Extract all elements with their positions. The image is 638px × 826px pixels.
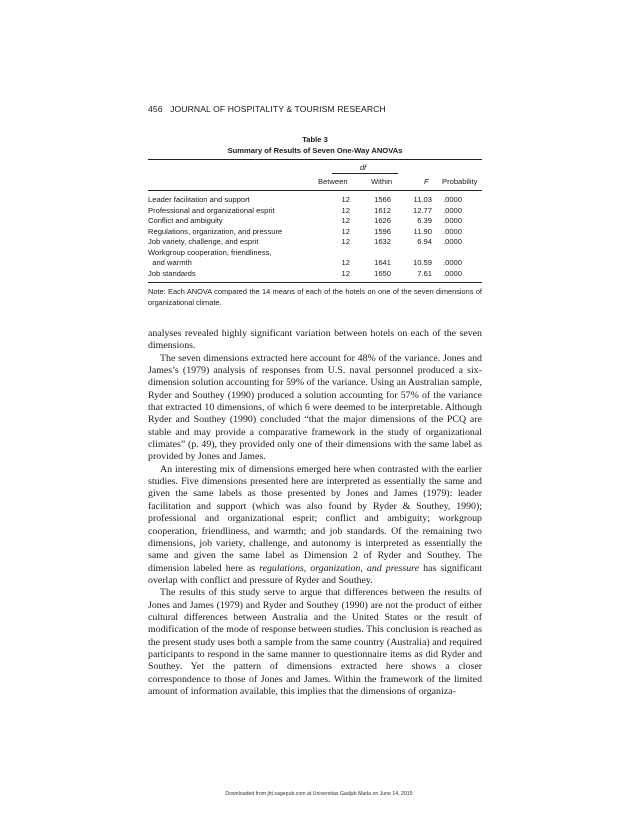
- cell-within: 1650: [374, 268, 391, 278]
- cell-f: 6.39: [417, 216, 432, 225]
- row-label: Leader facilitation and support: [148, 195, 250, 204]
- cell-between: 12: [341, 205, 350, 215]
- table-row: [148, 227, 482, 238]
- paragraph-text: has significant overlap with conflict and pressure of Ryder and Southey.: [148, 562, 483, 586]
- row-label: Job standards: [148, 268, 196, 278]
- cell-within: 1626: [374, 216, 391, 225]
- paragraph: The results of this study serve to argue that differences between the results of Jones and James (1979) and Ryder and Southey (1990) are not the product of either cultural differences between Australia and the United States or the result of modification of the mode of response between studies. This conclusion is reached as the present study uses both a sample from the same country (Australia) and required participants to respond in the same manner to questionnaire items as did Ryder and Southey. Yet the pattern of dimensions extracted here shows a closer correspondence to those of Jones and James. Within the framework of the limited amount of information available, this implies that the dimensions of organiza-: [148, 587, 482, 697]
- paragraph-text: An interesting mix of dimensions emerged here when contrasted with the earlier studies. Five dimensions presented here are interpreted as essentially the same and given the same labels as those presented by Jones and James (1979): leader facilitation and support (which was also found by Ryder & Southey, 1990); professional and organizational esprit; conflict and ambiguity; workgroup cooperation, friendliness, and warmth; and job standards. Of the remaining two dimensions, job variety, challenge, and autonomy is interpreted as essentially the same and given the same label as Dimension 2 of Ryder and Southey. The dimension labeled here as: [148, 463, 482, 574]
- table-row: [148, 248, 482, 259]
- cell-f: 7.61: [417, 268, 432, 278]
- df-header: [148, 160, 482, 174]
- cell-probability: .0000: [443, 268, 463, 278]
- cell-f: 11.90: [413, 226, 432, 236]
- table-row: [148, 258, 482, 269]
- footer-suffix: at Universitas Gadjah Mada on June 14, 2015: [305, 791, 413, 797]
- table-row: [148, 195, 482, 206]
- table-row: [148, 237, 482, 248]
- cell-between: 12: [341, 226, 350, 236]
- cell-between: 12: [341, 237, 350, 246]
- download-footer: [0, 791, 638, 797]
- journal-title: JOURNAL OF HOSPITALITY & TOURISM RESEARCH: [170, 104, 386, 114]
- col-between: Between: [318, 177, 348, 186]
- cell-probability: .0000: [443, 205, 463, 215]
- cell-probability: .0000: [443, 237, 463, 246]
- table-bottom-rule: [148, 282, 482, 283]
- col-probability: Probability: [442, 177, 478, 186]
- cell-probability: .0000: [443, 216, 463, 225]
- cell-within: 1596: [374, 226, 391, 236]
- footer-prefix: Downloaded from: [225, 791, 268, 797]
- paragraph: analyses revealed highly significant variation between hotels on each of the seven dimensions.: [148, 328, 482, 352]
- table-row: [148, 216, 482, 227]
- table-title: Summary of Results of Seven One-Way ANOVAs: [227, 146, 403, 155]
- row-label: and warmth: [148, 258, 192, 267]
- row-label: Regulations, organization, and pressure: [148, 226, 283, 236]
- cell-between: 12: [341, 258, 350, 267]
- cell-within: 1566: [374, 195, 391, 204]
- row-label: Conflict and ambiguity: [148, 216, 223, 225]
- table-row: [148, 269, 482, 280]
- row-label: Professional and organizational esprit: [148, 205, 275, 215]
- running-header: [148, 104, 386, 114]
- cell-between: 12: [341, 216, 350, 225]
- table-body: [148, 191, 482, 282]
- anova-table: [148, 134, 482, 308]
- cell-f: 11.03: [413, 195, 432, 204]
- cell-within: 1632: [374, 237, 391, 246]
- column-headers: [148, 174, 482, 190]
- cell-f: 6.94: [417, 237, 432, 246]
- cell-between: 12: [341, 268, 350, 278]
- footer-link[interactable]: jht.sagepub.com: [267, 791, 306, 797]
- cell-within: 1612: [374, 205, 391, 215]
- cell-between: 12: [341, 195, 350, 204]
- row-label: Job variety, challenge, and esprit: [148, 237, 259, 246]
- cell-f: 10.59: [412, 258, 432, 267]
- paragraph: The seven dimensions extracted here account for 48% of the variance. Jones and James’s (1979) analysis of responses from U.S. naval personnel produced a six-dimension solution accounting for 59% of the variance. Using an Australian sample, Ryder and Southey (1990) produced a solution accounting for 57% of the variance that extracted 10 dimensions, of which 6 were deemed to be interpretable. Although Ryder and Southey (1990) concluded “that the major dimensions of the PCQ are stable and may provide a comparative framework in the study of organizational climates” (p. 49), they provided only one of their dimensions with the same label as provided by Jones and James.: [148, 352, 482, 463]
- paragraph: [148, 464, 482, 587]
- cell-f: 12.77: [412, 205, 432, 215]
- col-within: Within: [371, 177, 393, 186]
- cell-probability: .0000: [443, 258, 463, 267]
- page-number: 456: [148, 104, 163, 114]
- table-row: [148, 206, 482, 217]
- table-note: Note: Each ANOVA compared the 14 means of each of the hotels on one of the seven dimensions of organizational climate.: [148, 287, 482, 307]
- df-label: df: [359, 163, 367, 172]
- col-f: F: [424, 177, 429, 186]
- table-number: Table 3: [302, 135, 328, 144]
- row-label: Workgroup cooperation, friendliness,: [148, 247, 272, 257]
- cell-probability: .0000: [443, 226, 463, 236]
- body-text: [148, 328, 482, 698]
- italic-dimension-name: regulations, organization, and pressure: [259, 562, 420, 574]
- cell-probability: .0000: [443, 195, 463, 204]
- cell-within: 1641: [374, 258, 391, 267]
